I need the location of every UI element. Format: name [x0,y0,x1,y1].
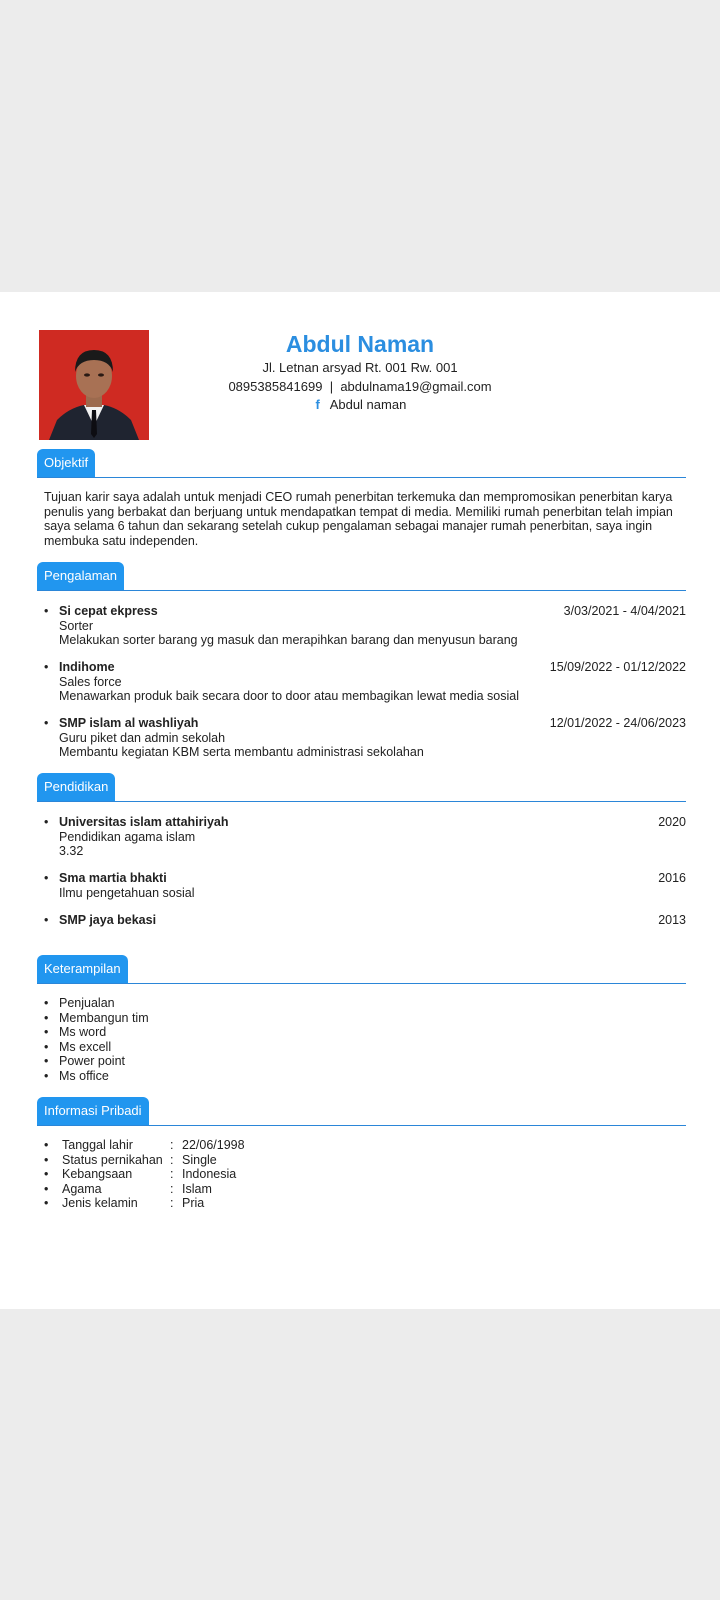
info-value: Single [182,1152,217,1167]
info-label: • Tanggal lahir [62,1138,133,1152]
education-item: • Sma martia bhakti Ilmu pengetahuan sosial 2016 [44,871,686,900]
company-name: Indihome [59,660,115,674]
skill-item: • Power point [44,1054,444,1069]
job-description: Menawarkan produk baik secara door to door atau membagikan lewat media sosial [59,689,519,704]
section-tab: Pendidikan [37,773,115,801]
skill-item: • Membangun tim [44,1011,444,1026]
company-name: Si cepat ekpress [59,604,158,618]
personal-info-row: • Tanggal lahir : 22/06/1998 [44,1138,444,1153]
info-value: Islam [182,1181,212,1196]
personal-info-row: • Jenis kelamin : Pria [44,1196,444,1211]
email-link[interactable]: abdulnama19@gmail.com [340,378,492,394]
job-date: 12/01/2022 - 24/06/2023 [549,716,686,730]
address: Jl. Letnan arsyad Rt. 001 Rw. 001 [262,360,458,375]
school-name: Sma martia bhakti [59,871,167,885]
skills-list [44,996,444,1084]
phone-number: 0895385841699 [228,378,323,394]
section-skills-header [37,955,686,985]
info-label: • Kebangsaan [62,1167,133,1182]
info-value: Indonesia [182,1167,237,1182]
personal-info-list [44,1138,444,1211]
contact-line [150,378,570,397]
section-divider [37,477,686,478]
info-value: Pria [182,1196,205,1211]
experience-item: • Si cepat ekpress Sorter Melakukan sorter barang yg masuk dan merapihkan barang dan menyusun barang 3/03/2021 - 4/04/2021 [44,604,686,648]
section-education-header [37,773,686,803]
experience-item: • Indihome Sales force Menawarkan produk baik secara door to door atau membagikan lewat media sosial 15/09/2022 - 01/12/2022 [44,660,686,704]
school-name: SMP jaya bekasi [59,913,157,927]
profile-photo [39,330,149,440]
section-divider [37,1125,686,1126]
section-divider [37,801,686,802]
job-role: Sorter [59,618,94,633]
resume-page [0,292,720,1309]
job-role: Sales force [59,674,122,689]
section-tab: Pengalaman [37,562,124,590]
section-tab: Objektif [37,449,95,477]
job-description: Melakukan sorter barang yg masuk dan merapihkan barang dan menyusun barang [59,633,518,648]
section-tab: Keterampilan [37,955,128,983]
section-divider [37,983,686,984]
info-label: • Agama [62,1181,102,1196]
info-value: 22/06/1998 [182,1138,245,1152]
skill-item: • Ms office [44,1069,444,1084]
section-personal-header [37,1097,686,1127]
school-name: Universitas islam attahiriyah [59,815,229,829]
job-role: Guru piket dan admin sekolah [59,730,226,745]
skill-item: • Penjualan [44,996,444,1011]
facebook-line [150,396,570,415]
education-item: • Universitas islam attahiriyah Pendidikan agama islam 3.32 2020 [44,815,686,859]
section-divider [37,590,686,591]
section-objective-header [37,449,686,479]
school-year: 2016 [658,871,686,885]
job-date: 3/03/2021 - 4/04/2021 [563,604,686,618]
job-description: Membantu kegiatan KBM serta membantu administrasi sekolahan [59,745,424,760]
personal-info-row: • Kebangsaan : Indonesia [44,1167,444,1182]
objective-text: Tujuan karir saya adalah untuk menjadi CEO rumah penerbitan terkemuka dan mempromosikan penerbitan karya penulis yang berbakat dan berjuang untuk mendapatkan tempat di media. Memiliki rumah penerbitan telah impian saya selama 6 tahun dan sekarang setelah cukup pengalaman sebagai manajer rumah penerbitan, saya ingin membuka satu independen. [44,490,673,548]
experience-item: • SMP islam al washliyah Guru piket dan admin sekolah Membantu kegiatan KBM serta membantu administrasi sekolahan 12/01/2022 - 24/06/2023 [44,716,686,760]
section-tab: Informasi Pribadi [37,1097,149,1125]
school-gpa: 3.32 [59,844,84,859]
info-label: • Status pernikahan [62,1152,163,1167]
personal-info-row: • Status pernikahan : Single [44,1153,444,1168]
resume-header [150,329,570,415]
school-year: 2020 [658,815,686,829]
info-label: • Jenis kelamin [62,1196,138,1211]
company-name: SMP islam al washliyah [59,716,199,730]
school-major: Ilmu pengetahuan sosial [59,885,195,900]
section-experience-header [37,562,686,592]
personal-info-row: • Agama : Islam [44,1182,444,1197]
contact-separator: | [329,378,334,394]
school-year: 2013 [658,913,686,927]
skill-item: • Ms word [44,1025,444,1040]
skill-item: • Ms excell [44,1040,444,1055]
full-name: Abdul Naman [285,331,435,357]
job-date: 15/09/2022 - 01/12/2022 [549,660,686,674]
facebook-name[interactable]: Abdul naman [329,397,407,412]
facebook-icon: f [315,397,320,412]
education-item: • SMP jaya bekasi 2013 [44,913,686,927]
school-major: Pendidikan agama islam [59,829,196,844]
